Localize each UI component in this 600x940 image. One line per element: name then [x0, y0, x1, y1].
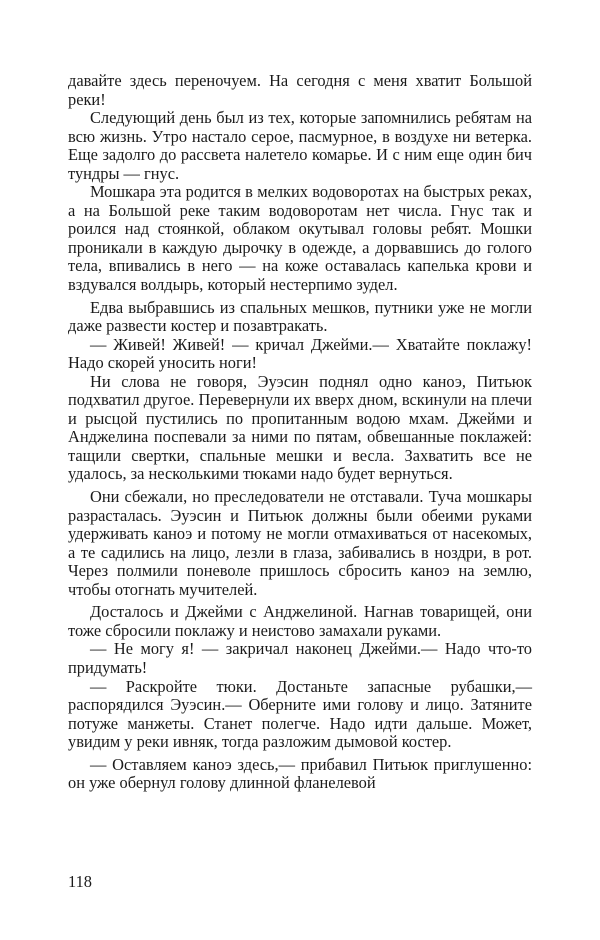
paragraph-7: Они сбежали, но преследователи не отставали. Туча мошкары разрасталась. Эуэсин и Питьюк должны были обеими руками удерживать каноэ и потому не могли отмахиваться от насекомых, а те садились на лицо, лезли в глаза, забивались в ноздри, в рот. Через полмили поневоле пришлось сбросить каноэ на землю, чтобы отогнать мучителей. [68, 487, 532, 599]
paragraph-4: Едва выбравшись из спальных мешков, путники уже не могли даже развести костер и позавтракать. [68, 297, 532, 336]
page-number: 118 [68, 872, 92, 891]
paragraph-10: — Раскройте тюки. Достаньте запасные рубашки,— распорядился Эуэсин.— Оберните ими голову и лицо. Затяните потуже манжеты. Станет полегче. Надо идти дальше. Может, увидим у реки ивняк, тогда разложим дымовой костер. [68, 676, 532, 752]
paragraph-11: — Оставляем каноэ здесь,— прибавил Питьюк приглушенно: он уже обернул голову длинной фланелевой [68, 754, 532, 793]
paragraph-8: Досталось и Джейми с Анджелиной. Нагнав товарищей, они тоже сбросили поклажу и неистово замахали руками. [68, 602, 532, 640]
paragraph-2: Следующий день был из тех, которые запомнились ребятам на всю жизнь. Утро настало серое, пасмурное, в воздухе ни ветерка. Еще задолго до рассвета налетело комарье. И с ним еще один бич тундры — гнус. [68, 108, 532, 183]
page-body [68, 72, 532, 793]
paragraph-9: — Не могу я! — закричал наконец Джейми.— Надо что-то придумать! [68, 639, 532, 677]
paragraph-3: Мошкара эта родится в мелких водоворотах на быстрых реках, а на Большой реке таким водоворотам нет числа. Гнус так и роился над стоянкой, облаком окутывал головы ребят. Мошки проникали в каждую дырочку в одежде, а дорвавшись до голого тела, впивались в него — на коже оставалась капелька крови и вздувался волдырь, который нестерпимо зудел. [68, 182, 532, 295]
paragraph-6: Ни слова не говоря, Эуэсин поднял одно каноэ, Питьюк подхватил другое. Перевернули их вверх дном, вскинули на плечи и рысцой пустились по пропитанным водою мхам. Джейми и Анджелина поспевали за ними по пятам, обвешанные поклажей: тащили свертки, спальные мешки и весла. Захватить все не удалось, за несколькими тюками надо будет вернуться. [68, 371, 532, 484]
paragraph-1: давайте здесь переночуем. На сегодня с меня хватит Большой реки! [68, 71, 532, 109]
paragraph-5: — Живей! Живей! — кричал Джейми.— Хватайте поклажу! Надо скорей уносить ноги! [68, 334, 532, 373]
